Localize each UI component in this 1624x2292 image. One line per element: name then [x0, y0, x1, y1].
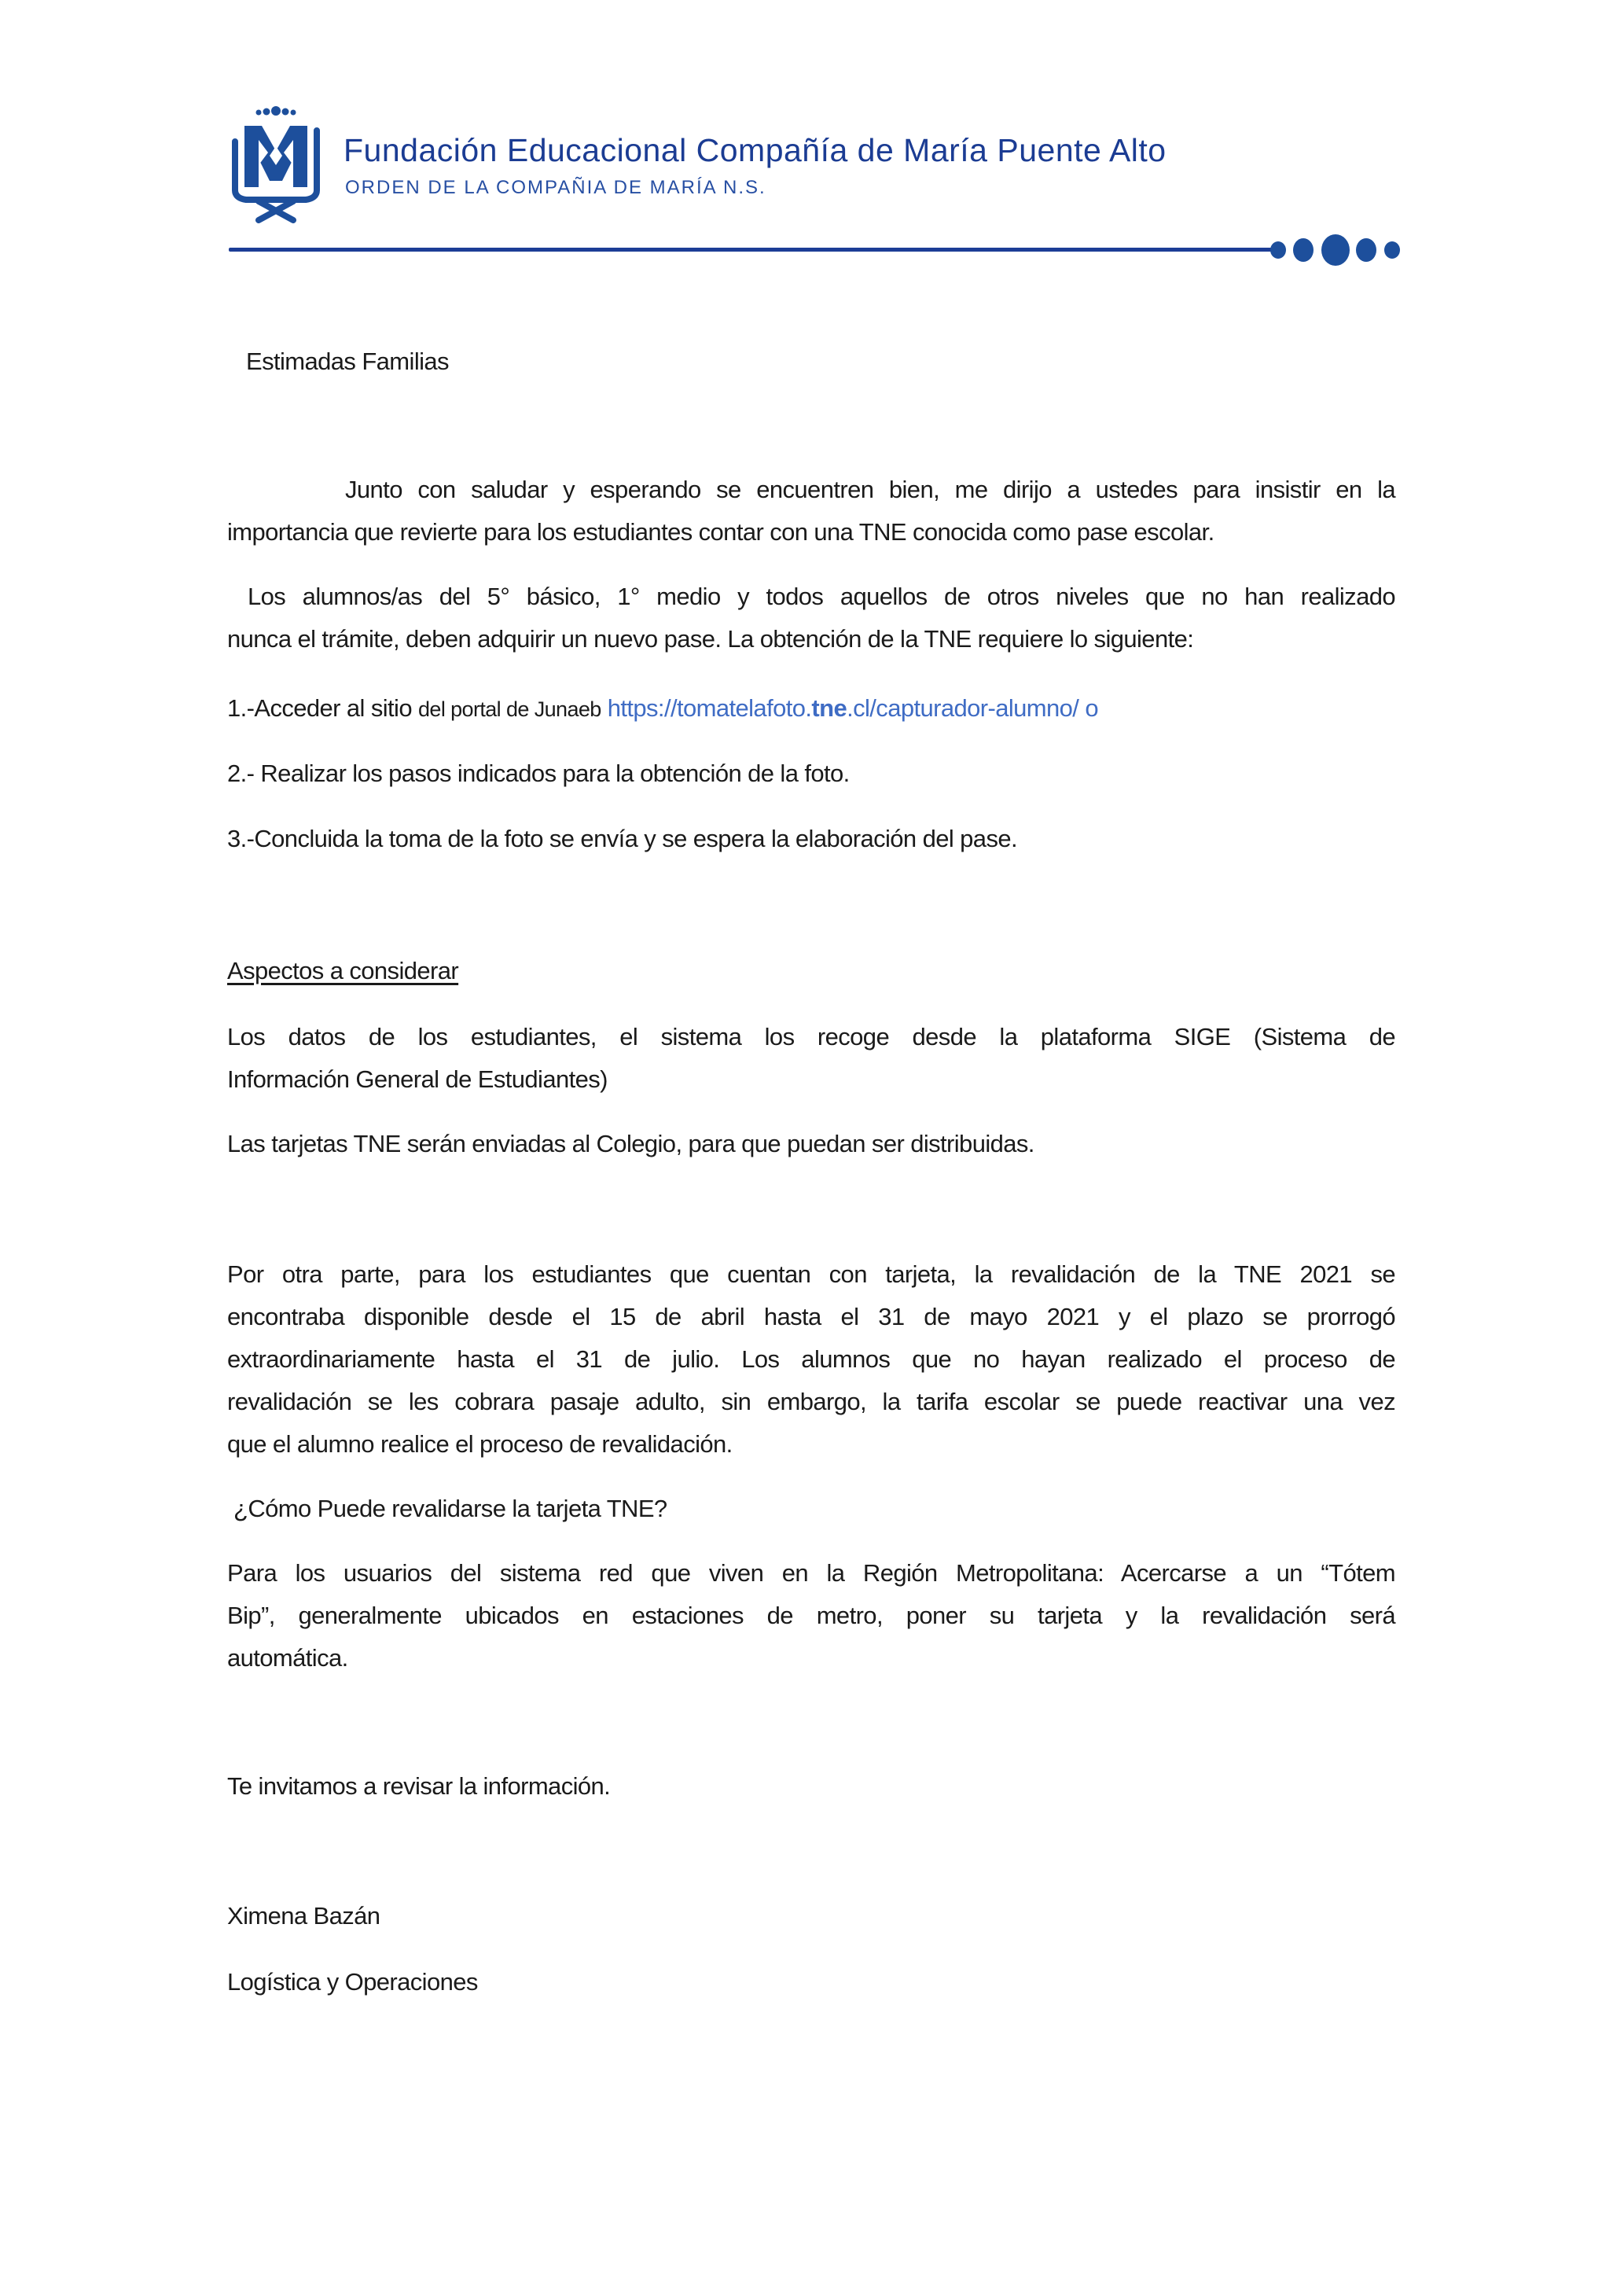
revalidation-question: ¿Cómo Puede revalidarse la tarjeta TNE?: [227, 1495, 667, 1522]
intro-paragraph: [227, 469, 1395, 554]
link-part-2[interactable]: .cl/capturador-alumno/ o: [847, 694, 1098, 722]
instructions-paragraph: [227, 1552, 1395, 1679]
greeting: Estimadas Familias: [246, 348, 449, 375]
instructions-line-1: Para los usuarios del sistema red que viven en la Región Metropolitana: Acercarse a un “Tótem: [227, 1559, 1395, 1587]
step-1: [227, 687, 1098, 730]
sige-line-1: Los datos de los estudiantes, el sistema los recoge desde la plataforma SIGE (Sistema de: [227, 1023, 1395, 1050]
instructions-line-2: Bip”, generalmente ubicados en estaciones de metro, poner su tarjeta y la revalidación será: [227, 1602, 1395, 1629]
sige-line-2: Información General de Estudiantes): [227, 1065, 608, 1093]
cards-sent-text: Las tarjetas TNE serán enviadas al Colegio, para que puedan ser distribuidas.: [227, 1130, 1034, 1157]
header-divider: [229, 248, 1282, 252]
signature-role: Logística y Operaciones: [227, 1968, 478, 1996]
step-2: 2.- Realizar los pasos indicados para la obtención de la foto.: [227, 760, 850, 787]
signature-name: Ximena Bazán: [227, 1902, 380, 1930]
requirements-line-1: Los alumnos/as del 5° básico, 1° medio y todos aquellos de otros niveles que no han realizado: [248, 583, 1395, 610]
tomatelafoto-link[interactable]: [608, 694, 1098, 722]
organization-subtitle: ORDEN DE LA COMPAÑIA DE MARÍA N.S.: [345, 177, 766, 198]
aspects-heading: Aspectos a considerar: [227, 957, 459, 984]
compania-de-maria-emblem-icon: [227, 102, 325, 224]
link-part-bold[interactable]: tne: [811, 694, 847, 722]
intro-line-1: Junto con saludar y esperando se encuentren bien, me dirijo a ustedes para insistir en la: [345, 476, 1395, 503]
step-1-portal-text: del portal de Junaeb: [418, 697, 601, 721]
closing-text: Te invitamos a revisar la información.: [227, 1772, 611, 1800]
instructions-line-3: automática.: [227, 1644, 348, 1672]
requirements-line-2: nunca el trámite, deben adquirir un nuevo pase. La obtención de la TNE requiere lo siguiente:: [227, 625, 1194, 653]
revalidation-line-3: extraordinariamente hasta el 31 de julio. Los alumnos que no hayan realizado el proceso de: [227, 1345, 1395, 1373]
requirements-paragraph: [227, 576, 1395, 660]
link-part-1[interactable]: https://tomatelafoto.: [607, 694, 812, 722]
organization-title: Fundación Educacional Compañía de María Puente Alto: [344, 132, 1167, 168]
revalidation-line-5: que el alumno realice el proceso de revalidación.: [227, 1430, 733, 1458]
revalidation-line-1: Por otra parte, para los estudiantes que cuentan con tarjeta, la revalidación de la TNE 2021 se: [227, 1260, 1395, 1288]
step-3: 3.-Concluida la toma de la foto se envía y se espera la elaboración del pase.: [227, 825, 1018, 852]
sige-paragraph: [227, 1016, 1395, 1101]
decorative-dots-icon: [1264, 233, 1407, 267]
revalidation-line-4: revalidación se les cobrara pasaje adulto, sin embargo, la tarifa escolar se puede reactivar una vez: [227, 1388, 1395, 1415]
revalidation-line-2: encontraba disponible desde el 15 de abril hasta el 31 de mayo 2021 y el plazo se prorrogó: [227, 1303, 1395, 1330]
intro-line-2: importancia que revierte para los estudiantes contar con una TNE conocida como pase escolar.: [227, 518, 1214, 546]
revalidation-paragraph: [227, 1253, 1395, 1466]
step-1-prefix: 1.-Acceder al sitio: [227, 694, 412, 722]
